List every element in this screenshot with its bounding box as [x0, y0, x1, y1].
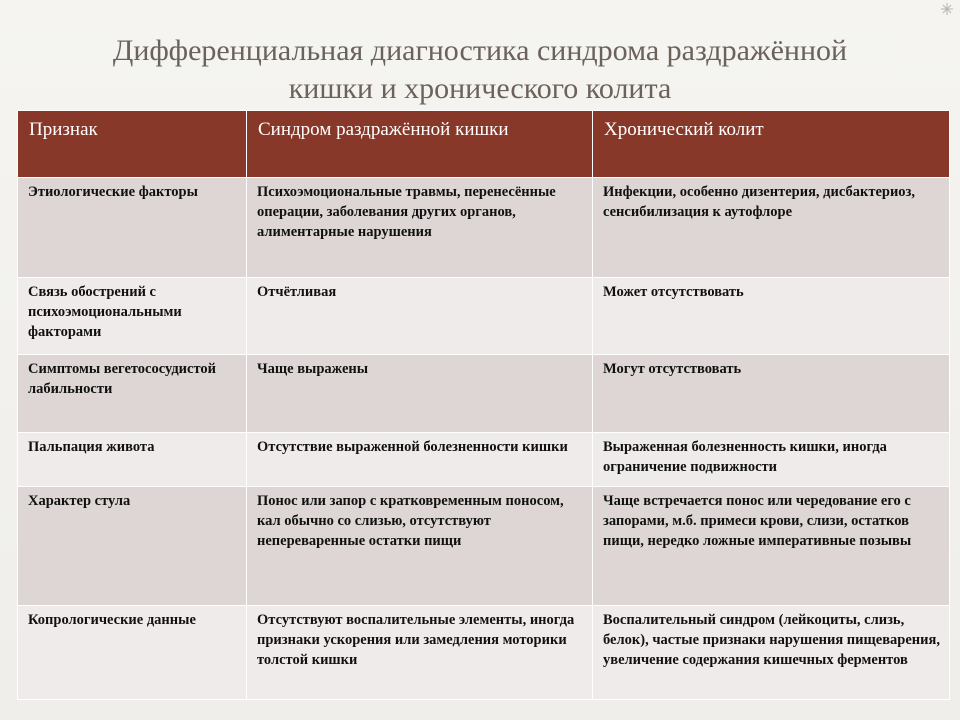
table-cell-ibs: Чаще выражены: [247, 355, 593, 433]
table-cell-colitis: Воспалительный синдром (лейкоциты, слизь, белок), частые признаки нарушения пищеварения, увеличение содержания кишечных ферментов: [593, 606, 950, 700]
slide-title-line-2: кишки и хронического колита: [288, 72, 672, 105]
table-row: [18, 433, 950, 487]
header-ibs: Синдром раздражённой кишки: [247, 111, 593, 178]
table-row: [18, 178, 950, 278]
table-cell-ibs: Понос или запор с кратковременным поносом, кал обычно со слизью, отсутствуют непереваренные остатки пищи: [247, 487, 593, 606]
header-chronic-colitis: Хронический колит: [593, 111, 950, 178]
header-sign: Признак: [18, 111, 247, 178]
table-cell-colitis: Может отсутствовать: [593, 278, 950, 355]
table-cell-ibs: Отчётливая: [247, 278, 593, 355]
slide-title-line-1: Дифференциальная диагностика синдрома раздражённой: [112, 34, 848, 67]
table-row: [18, 487, 950, 606]
comparison-table-container: [17, 110, 949, 700]
table-cell-sign: Характер стула: [18, 487, 247, 606]
table-cell-colitis: Могут отсутствовать: [593, 355, 950, 433]
table-cell-sign: Этиологические факторы: [18, 178, 247, 278]
table-cell-sign: Симптомы вегетососудистой лабильности: [18, 355, 247, 433]
table-header-row: [18, 111, 950, 178]
table-cell-colitis: Чаще встречается понос или чередование его с запорами, м.б. примеси крови, слизи, остатков пищи, нередко ложные императивные позывы: [593, 487, 950, 606]
table-cell-sign: Пальпация живота: [18, 433, 247, 487]
table-row: [18, 606, 950, 700]
table-cell-ibs: Отсутствие выраженной болезненности кишки: [247, 433, 593, 487]
slide-title: [40, 32, 920, 108]
table-cell-sign: Копрологические данные: [18, 606, 247, 700]
table-cell-colitis: Выраженная болезненность кишки, иногда ограничение подвижности: [593, 433, 950, 487]
table-cell-ibs: Психоэмоциональные травмы, перенесённые операции, заболевания других органов, алиментарные нарушения: [247, 178, 593, 278]
table-row: [18, 355, 950, 433]
table-cell-colitis: Инфекции, особенно дизентерия, дисбактериоз, сенсибилизация к аутофлоре: [593, 178, 950, 278]
corner-decoration-icon: [940, 2, 954, 16]
table-row: [18, 278, 950, 355]
table-cell-ibs: Отсутствуют воспалительные элементы, иногда признаки ускорения или замедления моторики толстой кишки: [247, 606, 593, 700]
table-cell-sign: Связь обострений с психоэмоциональными факторами: [18, 278, 247, 355]
comparison-table: [17, 110, 950, 700]
